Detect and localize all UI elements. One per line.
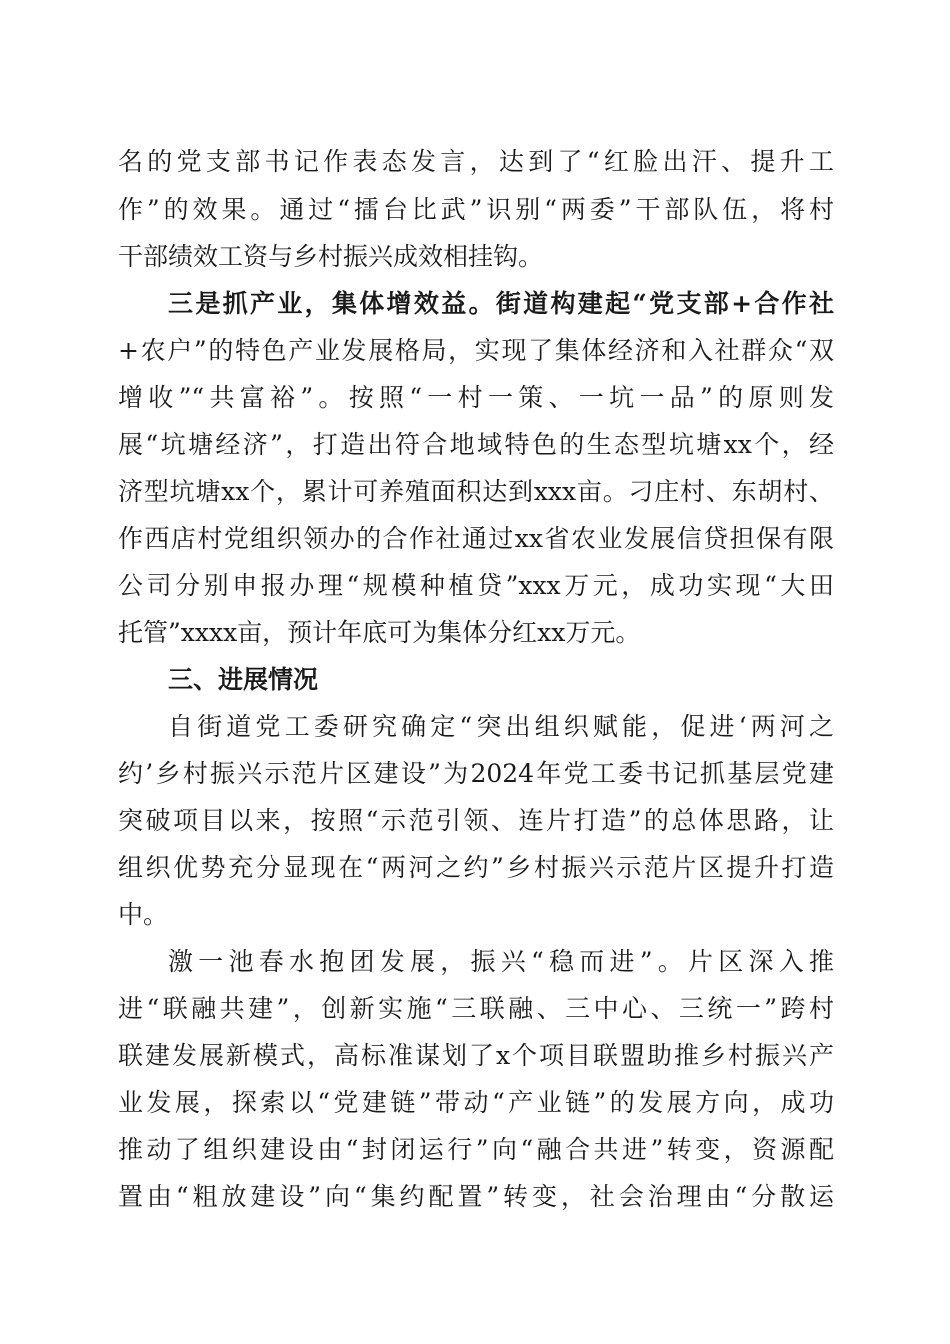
paragraph-line: 组织优势充分显现在“两河之约”乡村振兴示范片区提升打造: [118, 853, 834, 882]
paragraph-line: 约’乡村振兴示范片区建设”为2024年党工委书记抓基层党建: [118, 759, 834, 788]
paragraph-line: 名的党支部书记作表态发言，达到了“红脸出汗、提升工: [118, 147, 834, 176]
paragraph-line: 干部绩效工资与乡村振兴成效相挂钩。: [118, 242, 544, 271]
paragraph-line: 公司分别申报办理“规模种植贷”xxx万元，成功实现“大田: [118, 571, 834, 600]
paragraph-line: 自街道党工委研究确定“突出组织赋能，促进‘两河之: [168, 712, 834, 741]
paragraph-line: 业发展，探索以“党建链”带动“产业链”的发展方向，成功: [118, 1088, 834, 1117]
paragraph-line: 三是抓产业，集体增效益。街道构建起“党支部+合作社: [168, 289, 834, 318]
paragraph-line: 突破项目以来，按照“示范引领、连片打造”的总体思路，让: [118, 806, 834, 835]
paragraph-line: 激一池春水抱团发展，振兴“稳而进”。片区深入推: [168, 947, 834, 976]
paragraph-line: 中。: [118, 900, 169, 929]
paragraph-line: 增收”“共富裕”。按照“一村一策、一坑一品”的原则发: [118, 383, 834, 412]
paragraph-line: +农户”的特色产业发展格局，实现了集体经济和入社群众“双: [118, 336, 834, 365]
paragraph-line: 联建发展新模式，高标准谋划了x个项目联盟助推乡村振兴产: [118, 1041, 834, 1070]
paragraph-line: 济型坑塘xx个，累计可养殖面积达到xxx亩。刁庄村、东胡村、: [118, 477, 834, 506]
paragraph-line: 推动了组织建设由“封闭运行”向“融合共进”转变，资源配: [118, 1135, 834, 1164]
paragraph-line: 托管”xxxx亩，预计年底可为集体分红xx万元。: [118, 618, 641, 647]
paragraph-line: 作西店村党组织领办的合作社通过xx省农业发展信贷担保有限: [118, 524, 834, 553]
section-heading: 三、进展情况: [168, 665, 319, 694]
paragraph-line: 进“联融共建”，创新实施“三联融、三中心、三统一”跨村: [118, 994, 834, 1023]
paragraph-line: 展“坑塘经济”，打造出符合地域特色的生态型坑塘xx个，经: [118, 430, 834, 459]
paragraph-line: 置由“粗放建设”向“集约配置”转变，社会治理由“分散运: [118, 1182, 834, 1211]
paragraph-line: 作”的效果。通过“擂台比武”识别“两委”干部队伍，将村: [118, 195, 834, 224]
